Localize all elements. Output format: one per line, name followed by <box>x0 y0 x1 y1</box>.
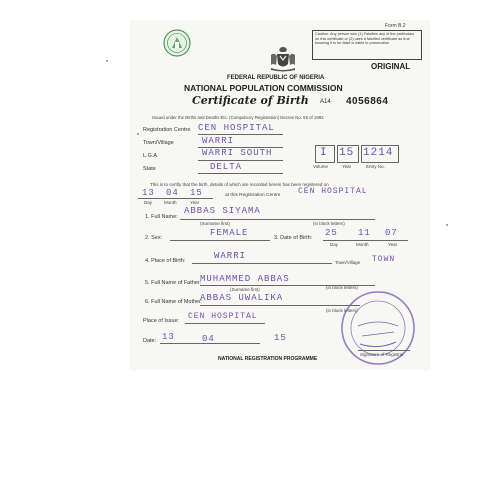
npc-logo <box>163 29 191 57</box>
volume-value: I <box>320 147 328 159</box>
father-name-label: 5. Full Name of Father: <box>145 280 202 286</box>
father-block-note: (in block letters) <box>326 285 358 290</box>
mother-block-note: (in block letters) <box>326 308 358 313</box>
certificate-title: Certificate of Birth <box>192 94 309 107</box>
lga-label: L.G.A <box>143 153 158 159</box>
issued-under-text: Issued under the Births and Deaths Etc. (Compulsory Registration) Decree No. 69 of 1992 <box>152 115 324 120</box>
town-value: WARRI <box>202 136 235 146</box>
surname-first-note: (Surname first) <box>200 221 230 226</box>
place-of-issue-value: CEN HOSPITAL <box>188 312 258 321</box>
entry-value: 1214 <box>363 147 394 159</box>
place-of-birth-value: WARRI <box>214 251 247 261</box>
year-value: 15 <box>339 147 355 159</box>
sex-label: 2. Sex: <box>145 235 163 241</box>
town-village-label: Town/Village <box>335 260 361 265</box>
issue-date-year: 15 <box>274 333 287 343</box>
mother-name-value: ABBAS UWALIKA <box>200 293 284 303</box>
dob-year: 07 <box>385 228 398 238</box>
dob-day: 25 <box>325 228 338 238</box>
original-label: ORIGINAL <box>371 62 411 71</box>
registration-centre-value: CEN HOSPITAL <box>198 123 275 133</box>
dob-day-label: Day <box>330 242 339 247</box>
at-centre-text: at this Registration Centre <box>225 193 281 198</box>
state-label: State <box>143 166 156 172</box>
place-of-issue-label: Place of Issue: <box>143 318 180 324</box>
mother-name-label: 6. Full Name of Mother: <box>145 299 203 305</box>
block-letters-note: (in block letters) <box>313 221 345 226</box>
issue-date-label: Date: <box>143 338 157 344</box>
page-dot <box>106 60 108 62</box>
certify-text: This is to certify that the birth, details of which are recorded herein has been registered on <box>150 182 329 187</box>
registration-centre-label: Registration Centre <box>143 127 191 133</box>
caution-box: Caution: Any person who (1) Falsifies any of the particulars on this certificate or (2) uses a falsified certificate as true knowing it to be false is liable to prosecution <box>312 30 422 60</box>
page-dot <box>137 133 139 135</box>
year-label: Year <box>342 164 352 169</box>
month-label: Month <box>164 200 177 205</box>
serial-number: 4056864 <box>346 96 389 107</box>
state-value: DELTA <box>210 162 243 172</box>
father-surname-note: (Surname first) <box>230 287 260 292</box>
sex-value: FEMALE <box>210 228 249 238</box>
year-label-2: Year <box>190 200 200 205</box>
registered-day: 13 <box>142 188 155 198</box>
lga-value: WARRI SOUTH <box>202 148 273 158</box>
full-name-label: 1. Full Name: <box>145 214 178 220</box>
certify-centre-value: CEN HOSPITAL <box>298 187 368 196</box>
dob-label: 3. Date of Birth: <box>274 235 313 241</box>
registered-year: 15 <box>190 188 203 198</box>
father-name-value: MUHAMMED ABBAS <box>200 274 290 284</box>
issue-date-month: 04 <box>202 334 215 344</box>
page-dot <box>446 224 448 226</box>
republic-title: FEDERAL REPUBLIC OF NIGERIA <box>227 75 325 81</box>
full-name-value: ABBAS SIYAMA <box>184 206 261 216</box>
coat-of-arms-icon <box>266 45 300 73</box>
footer-programme: NATIONAL REGISTRATION PROGRAMME <box>218 356 318 362</box>
commission-title: NATIONAL POPULATION COMMISSION <box>184 83 343 93</box>
birth-certificate <box>130 20 430 370</box>
form-number: Form B.2 <box>385 23 406 29</box>
volume-label: Volume <box>313 164 329 169</box>
signature-label: Signature of Registrar <box>360 352 404 357</box>
place-of-birth-extra: TOWN <box>372 255 396 264</box>
dob-month-label: Month <box>356 242 369 247</box>
dob-month: 11 <box>358 228 371 238</box>
entry-label: Entry No. <box>366 164 385 169</box>
place-of-birth-label: 4. Place of Birth: <box>145 258 186 264</box>
issue-date-day: 13 <box>162 332 175 342</box>
dob-year-label: Year <box>388 242 398 247</box>
serial-prefix: A14 <box>320 99 331 105</box>
registered-month: 04 <box>166 188 179 198</box>
day-label: Day <box>144 200 153 205</box>
town-label: Town/Village <box>143 140 174 146</box>
